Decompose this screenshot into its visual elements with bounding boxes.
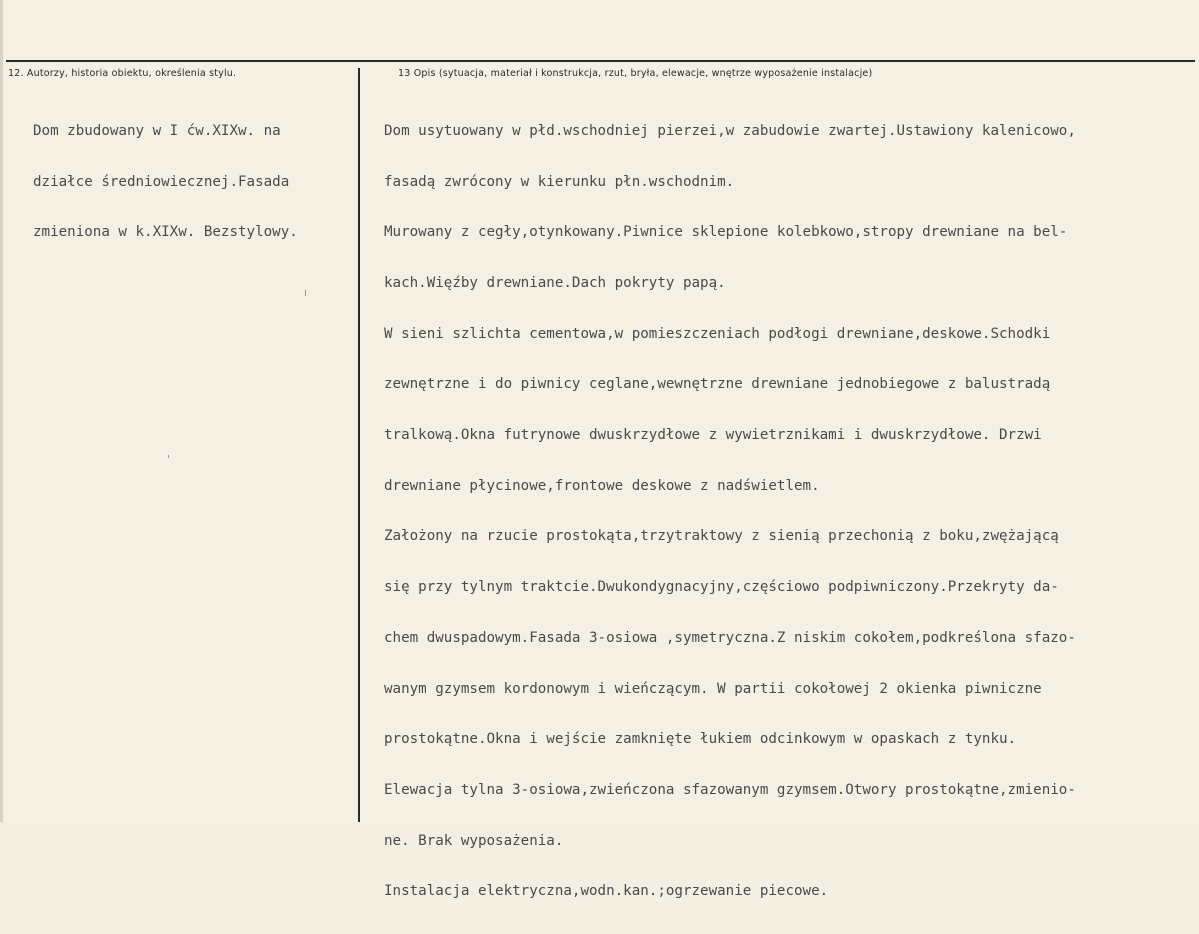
section-13-text xyxy=(384,89,1076,934)
section-13-header: 13 Opis (sytuacja, materiał i konstrukcja, rzut, bryła, elewacje, wnętrze wyposażenie instalacje) xyxy=(398,68,873,79)
section-13-line: zewnętrzne i do piwnicy ceglane,wewnętrzne drewniane jednobiegowe z balustradą xyxy=(384,376,1051,393)
section-13-line: Murowany z cegły,otynkowany.Piwnice sklepione kolebkowo,stropy drewniane na bel- xyxy=(384,224,1068,241)
section-12-line: działce średniowiecznej.Fasada xyxy=(33,173,290,190)
section-13-line: tralkową.Okna futrynowe dwuskrzydłowe z wywietrznikami i dwuskrzydłowe. Drzwi xyxy=(384,427,1042,444)
section-12-line: Dom zbudowany w I ćw.XIXw. na xyxy=(33,122,281,139)
top-rule xyxy=(6,60,1195,62)
section-13-line: wanym gzymsem kordonowym i wieńczącym. W partii cokołowej 2 okienka piwniczne xyxy=(384,680,1042,697)
paper-speck xyxy=(305,290,306,296)
section-13-line: Instalacja elektryczna,wodn.kan.;ogrzewanie piecowe. xyxy=(384,883,829,900)
section-13-line: Elewacja tylna 3-osiowa,zwieńczona sfazowanym gzymsem.Otwory prostokątne,zmienio- xyxy=(384,781,1076,798)
section-13-line: prostokątne.Okna i wejście zamknięte łukiem odcinkowym w opaskach z tynku. xyxy=(384,731,1017,748)
section-12-line: zmieniona w k.XIXw. Bezstylowy. xyxy=(33,224,298,241)
card-edge xyxy=(0,0,3,822)
section-13-line: ne. Brak wyposażenia. xyxy=(384,832,564,849)
section-13-line: W sieni szlichta cementowa,w pomieszczeniach podłogi drewniane,deskowe.Schodki xyxy=(384,325,1051,342)
section-13-line: kach.Więźby drewniane.Dach pokryty papą. xyxy=(384,274,726,291)
section-12-header: 12. Autorzy, historia obiektu, określenia stylu. xyxy=(8,68,237,79)
paper-speck xyxy=(168,455,169,458)
section-13-line: Założony na rzucie prostokąta,trzytraktowy z sienią przechonią z boku,zwężającą xyxy=(384,528,1059,545)
section-13-line: Dom usytuowany w płd.wschodniej pierzei,w zabudowie zwartej.Ustawiony kalenicowo, xyxy=(384,122,1076,139)
section-13-line: chem dwuspadowym.Fasada 3-osiowa ,symetryczna.Z niskim cokołem,podkreślona sfazo- xyxy=(384,629,1076,646)
section-12-text xyxy=(33,89,298,275)
section-13-line: drewniane płycinowe,frontowe deskowe z nadświetlem. xyxy=(384,477,820,494)
section-13-line: fasadą zwrócony w kierunku płn.wschodnim. xyxy=(384,173,735,190)
column-divider xyxy=(358,68,360,822)
section-13-line: się przy tylnym traktcie.Dwukondygnacyjny,częściowo podpiwniczony.Przekryty da- xyxy=(384,579,1059,596)
